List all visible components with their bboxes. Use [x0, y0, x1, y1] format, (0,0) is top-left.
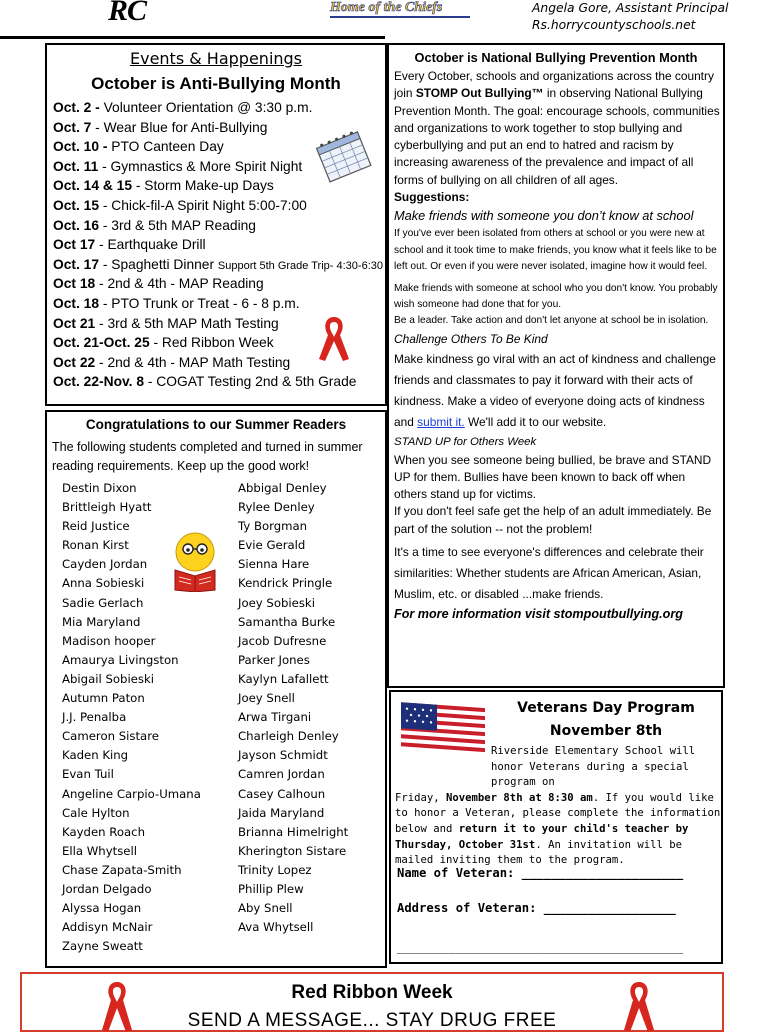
- reader-name: Brittleigh Hyatt: [62, 500, 152, 515]
- suggestion-1-title: Make friends with someone you don’t know at school: [394, 208, 694, 224]
- event-item: Oct. 21-Oct. 25 - Red Ribbon Week: [53, 335, 274, 351]
- bullying-intro: Every October, schools and organizations across the country join STOMP Out Bullying™ in observing National Bullying Prevention Month. The goal: encourage schools, communities and organizations to work together to stop bullying and cyberbullying and put an end to hatred and racism by increasing awareness of the prevalence and impact of all forms of bullying on all children of all ages.: [394, 69, 720, 187]
- reader-name: Joey Snell: [238, 691, 295, 706]
- reader-name: Jacob Dufresne: [238, 633, 327, 648]
- reader-name: Trinity Lopez: [238, 862, 312, 877]
- reader-name: Samantha Burke: [238, 614, 336, 629]
- event-item: Oct. 14 & 15 - Storm Make-up Days: [53, 178, 274, 194]
- suggestion-2-title: Challenge Others To Be Kind: [394, 331, 548, 346]
- reader-name: Camren Jordan: [238, 767, 325, 782]
- reader-name: Reid Justice: [62, 519, 130, 534]
- reader-name: Destin Dixon: [62, 481, 137, 495]
- suggestion-3-body-2: If you don't feel safe get the help of an adult immediately. Be part of the solution -- not the problem!: [394, 504, 712, 536]
- reader-name: Anna Sobieski: [62, 576, 145, 591]
- suggestion-4-body: It's a time to see everyone's differences and celebrate their similarities: Whether students are African American, Asian, Muslim, etc. or disabled ...make friends.: [394, 545, 704, 602]
- school-logo: RC: [108, 0, 147, 22]
- reader-name: Zayne Sweatt: [62, 939, 143, 954]
- reader-name: Aby Snell: [238, 901, 293, 916]
- suggestion-1-body-2: Make friends with someone at school who you don't know. You probably wish someone had done that for you.: [394, 282, 718, 311]
- reader-name: Chase Zapata-Smith: [62, 862, 182, 877]
- reader-name: Evie Gerald: [238, 538, 306, 553]
- reader-name: Mia Maryland: [62, 614, 141, 629]
- event-item: Oct. 18 - PTO Trunk or Treat - 6 - 8 p.m.: [53, 295, 300, 311]
- reader-name: Jayson Schmidt: [238, 748, 328, 763]
- event-item: Oct 18 - 2nd & 4th - MAP Reading: [53, 276, 264, 292]
- right-column-divider: [389, 686, 723, 688]
- summer-readers-section: [45, 410, 387, 968]
- reader-name: Kaden King: [62, 748, 129, 763]
- reader-name: Ella Whytsell: [62, 843, 137, 858]
- event-item: Oct 22 - 2nd & 4th - MAP Math Testing: [53, 354, 291, 370]
- reader-name: Joey Sobieski: [238, 595, 315, 610]
- event-item: Oct. 16 - 3rd & 5th MAP Reading: [53, 217, 256, 233]
- home-of-the-chiefs-logo: Home of the Chiefs: [330, 0, 443, 15]
- event-item: Oct. 15 - Chick-fil-A Spirit Night 5:00-7:00: [53, 197, 307, 213]
- reader-name: Madison hooper: [62, 633, 156, 648]
- veteran-address-field[interactable]: Address of Veteran: __________________: [397, 901, 676, 915]
- bullying-month-body: [394, 68, 720, 623]
- veteran-address-line-2[interactable]: _______________________________________: [397, 940, 684, 954]
- events-title: Events & Happenings: [129, 49, 303, 68]
- event-item: Oct. 22-Nov. 8 - COGAT Testing 2nd & 5th Grade: [53, 374, 357, 390]
- header-divider: [0, 36, 385, 39]
- reader-name: Parker Jones: [238, 652, 310, 667]
- principal-name: Angela Gore, Assistant Principal: [532, 1, 729, 15]
- reader-name: Abbigal Denley: [238, 481, 327, 495]
- summer-readers-intro: The following students completed and turned in summer reading requirements. Keep up the good work!: [52, 440, 363, 473]
- veteran-name-field[interactable]: Name of Veteran: ______________________: [397, 866, 684, 880]
- reader-name: Jaida Maryland: [238, 805, 325, 820]
- submit-link[interactable]: submit it.: [417, 414, 465, 429]
- reader-name: Autumn Paton: [62, 691, 145, 706]
- reader-name: Amaurya Livingston: [62, 652, 179, 667]
- suggestions-heading: Suggestions:: [394, 190, 470, 205]
- logo-underline: [330, 16, 470, 18]
- reader-name: Arwa Tirgani: [238, 710, 312, 725]
- reader-name: Ty Borgman: [238, 519, 308, 534]
- event-item: Oct 17 - Earthquake Drill: [53, 237, 206, 253]
- reader-name: Cale Hylton: [62, 805, 130, 820]
- event-item: Oct. 10 - PTO Canteen Day: [53, 139, 224, 155]
- reading-smiley-icon: [169, 530, 221, 592]
- suggestion-3-body: When you see someone being bullied, be brave and STAND UP for them. Bullies have been known to back off when others stand up for victims.: [394, 452, 712, 502]
- reader-name: Ava Whytsell: [238, 920, 314, 935]
- reader-name: Brianna Himelright: [238, 824, 349, 839]
- more-info-link[interactable]: For more information visit stompoutbullying.org: [394, 607, 683, 622]
- event-item: Oct. 7 - Wear Blue for Anti-Bullying: [53, 119, 268, 135]
- reader-name: Sadie Gerlach: [62, 595, 144, 610]
- reader-name: Casey Calhoun: [238, 786, 326, 801]
- event-item: Oct. 2 - Volunteer Orientation @ 3:30 p.m.: [53, 100, 313, 115]
- reader-name: J.J. Penalba: [62, 710, 127, 725]
- red-ribbon-icon: [315, 313, 353, 365]
- reader-name: Phillip Plew: [238, 881, 304, 896]
- right-box-top-border: [389, 43, 725, 45]
- reader-name: Cameron Sistare: [62, 729, 159, 744]
- reader-name: Charleigh Denley: [238, 729, 339, 744]
- veterans-body: Riverside Elementary School will honor Veterans during a special program on Friday, November 8th at 8:30 am. If you would like to honor a Veteran, please complete the information below and return it to your child's teacher by Thursday, October 31st. An invitation will be mailed inviting them to the program.: [395, 745, 721, 867]
- reader-name: Jordan Delgado: [62, 881, 152, 896]
- reader-name: Cayden Jordan: [62, 557, 148, 572]
- event-item: Oct. 11 - Gymnastics & More Spirit Night: [53, 158, 303, 174]
- reader-name: Kaylyn Lafallett: [238, 671, 329, 686]
- reader-name: Addisyn McNair: [62, 920, 153, 935]
- names-right-column: [238, 479, 348, 937]
- right-box-right-border: [723, 43, 725, 688]
- reader-name: Ronan Kirst: [62, 538, 129, 553]
- reader-name: Kayden Roach: [62, 824, 146, 839]
- events-subtitle: October is Anti-Bullying Month: [91, 74, 341, 93]
- red-ribbon-title: Red Ribbon Week: [291, 982, 453, 1003]
- reader-name: Kherington Sistare: [238, 843, 347, 858]
- reader-name: Angeline Carpio-Umana: [62, 786, 201, 801]
- right-box-left-border: [387, 43, 389, 688]
- suggestion-1-body-3: Be a leader. Take action and don't let anyone at school be in isolation.: [394, 315, 709, 327]
- reader-name: Evan Tuil: [62, 767, 114, 782]
- reader-name: Rylee Denley: [238, 500, 315, 515]
- reader-name: Alyssa Hogan: [62, 901, 142, 916]
- event-item: Oct. 17 - Spaghetti Dinner Support 5th Grade Trip- 4:30-6:30: [53, 256, 383, 272]
- bullying-month-title: October is National Bullying Prevention Month: [414, 50, 698, 65]
- event-item: Oct 21 - 3rd & 5th MAP Math Testing: [53, 315, 279, 331]
- events-section: [45, 43, 387, 406]
- veterans-title: Veterans Day Program November 8th: [517, 700, 695, 739]
- reader-name: Sienna Hare: [238, 557, 310, 572]
- header-contact: [532, 0, 762, 34]
- veterans-day-section: [389, 690, 723, 964]
- calendar-icon: [311, 125, 375, 185]
- school-website[interactable]: Rs.horrycountyschools.net: [532, 18, 696, 32]
- suggestion-2-body: Make kindness go viral with an act of kindness and challenge friends and classmates to pay it forward with their acts of kindness. Make a video of everyone doing acts of kindness and submit it. We'll add it to our website.: [394, 351, 716, 429]
- summer-readers-title: Congratulations to our Summer Readers: [85, 417, 347, 432]
- suggestion-3-title: STAND UP for Others Week: [394, 435, 537, 448]
- red-ribbon-section: [20, 972, 724, 1032]
- red-ribbon-subtitle: SEND A MESSAGE... STAY DRUG FREE: [187, 1010, 557, 1031]
- reader-name: Abigail Sobieski: [62, 671, 154, 686]
- reader-name: Kendrick Pringle: [238, 576, 333, 591]
- suggestion-1-body: If you've ever been isolated from others at school or you were new at school and it took time to make friends, you know what it feels like to be left out. Or even if you were never isolated, imagine how it would feel.: [394, 228, 717, 272]
